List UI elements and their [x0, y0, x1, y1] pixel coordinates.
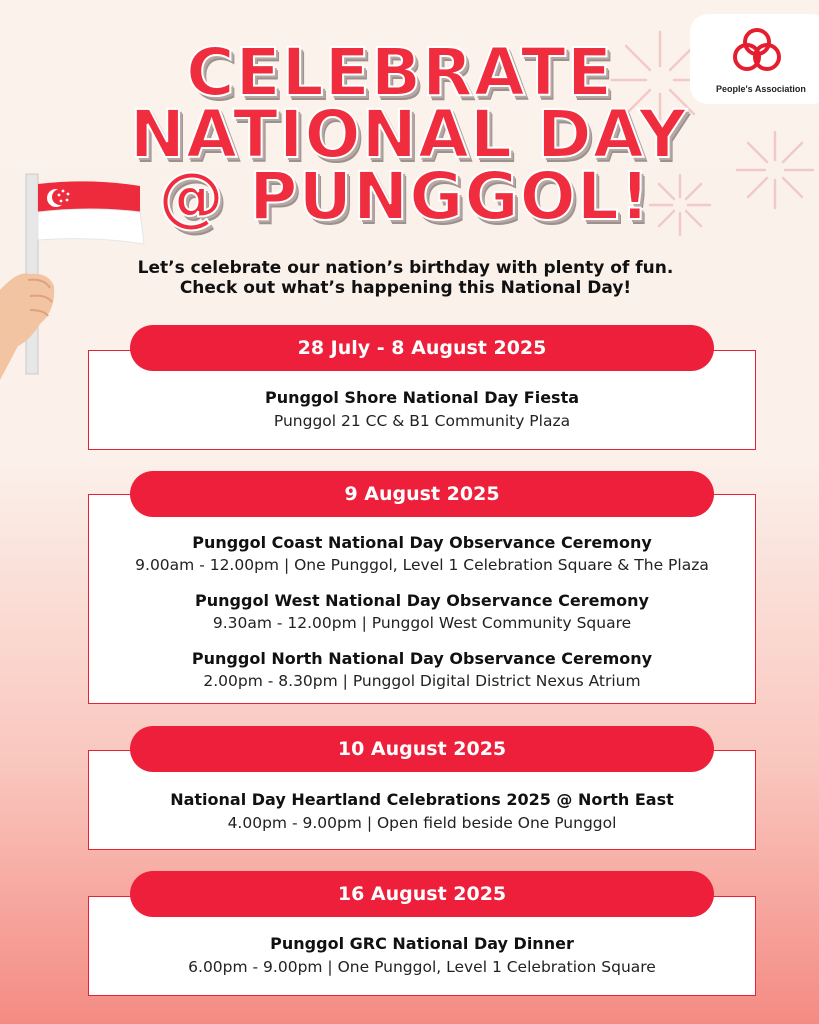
- title-line-3: @ PUNGGOL!: [158, 158, 651, 235]
- subtitle-line-2: Check out what’s happening this National Day!: [179, 278, 632, 298]
- event-name: Punggol Coast National Day Observance Ceremony: [192, 533, 652, 552]
- event-detail: 9.00am - 12.00pm | One Punggol, Level 1 Celebration Square & The Plaza: [135, 556, 709, 574]
- event-name: Punggol North National Day Observance Ceremony: [191, 649, 653, 668]
- event-detail: 6.00pm - 9.00pm | One Punggol, Level 1 Celebration Square: [188, 958, 656, 976]
- event-detail: 4.00pm - 9.00pm | Open field beside One Punggol: [227, 814, 617, 832]
- date-pill: 16 August 2025: [130, 871, 714, 917]
- event-name: Punggol West National Day Observance Ceremony: [195, 591, 649, 610]
- title-line-2: NATIONAL DAY: [129, 96, 688, 173]
- event-name: Punggol GRC National Day Dinner: [270, 934, 574, 953]
- event-name: Punggol Shore National Day Fiesta: [264, 388, 580, 407]
- logo-text: People's Association: [716, 84, 806, 94]
- date-pill: 10 August 2025: [130, 726, 714, 772]
- date-pill: 28 July - 8 August 2025: [130, 325, 714, 371]
- event-box: [88, 494, 756, 704]
- event-detail: Punggol 21 CC & B1 Community Plaza: [273, 412, 571, 430]
- title-line-1: CELEBRATE: [186, 34, 613, 111]
- date-pill: 9 August 2025: [130, 471, 714, 517]
- event-name: National Day Heartland Celebrations 2025 @ North East: [170, 790, 674, 809]
- subtitle-line-1: Let’s celebrate our nation’s birthday with plenty of fun.: [137, 258, 674, 278]
- event-detail: 2.00pm - 8.30pm | Punggol Digital District Nexus Atrium: [203, 672, 641, 690]
- event-detail: 9.30am - 12.00pm | Punggol West Community Square: [212, 614, 632, 632]
